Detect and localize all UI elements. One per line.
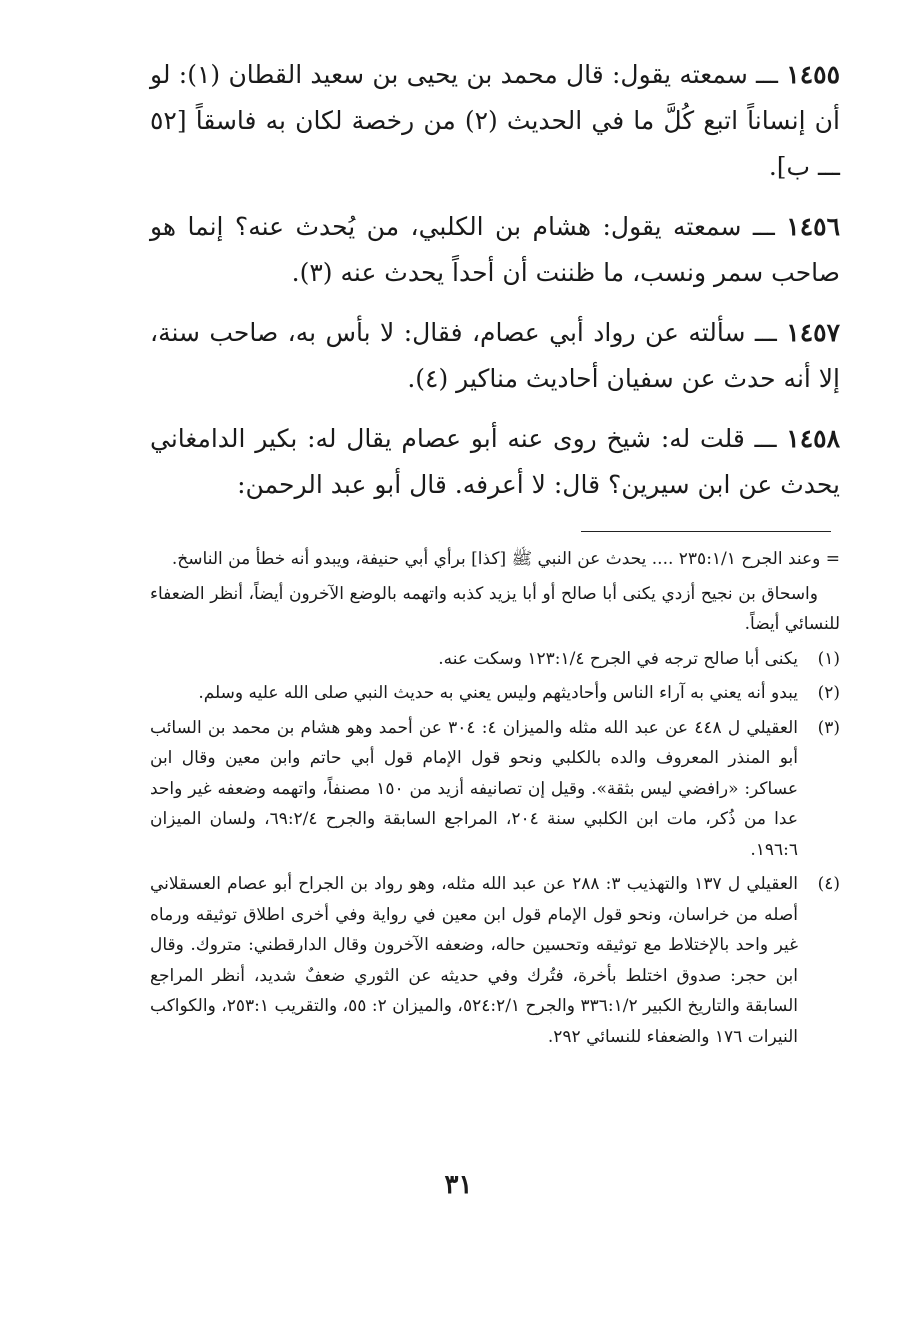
footnote-2 (150, 678, 840, 709)
page-number: ٣١ (444, 1170, 473, 1200)
paragraph-number: ١٤٥٥ (786, 60, 841, 89)
footnote-separator (581, 531, 831, 532)
footnote-3 (150, 713, 840, 866)
paragraph-text: ـــ سمعته يقول: قال محمد بن يحيى بن سعيد القطان (١): لو أن إنساناً اتبع كُلَّ ما في الحديث (٢) من رخصة لكان به فاسقاً [٥٢ ـــ ب]. (150, 60, 840, 181)
footnote-text: يكنى أبا صالح ترجه في الجرح ١٢٣:١/٤ وسكت عنه. (438, 648, 798, 669)
paragraph-text: ـــ سمعته يقول: هشام بن الكلبي، من يُحدث عنه؟ إنما هو صاحب سمر ونسب، ما ظننت أن أحداً يحدث عنه (٣). (150, 212, 840, 287)
paragraph-1456 (150, 204, 840, 296)
footnote-marker: (١) (817, 648, 840, 669)
footnote-4 (150, 869, 840, 1052)
footnote-text: العقيلي ل ١٣٧ والتهذيب ٣: ٢٨٨ عن عبد الله مثله، وهو رواد بن الجراح أبو عصام العسقلاني أصله من خراسان، ونحو قول الإمام قول ابن معين في رواية وفي أخرى اطلاق توثيقه ورماه غير واحد بالإختلاط مع توثيقه وتحسين حاله، وضعفه الآخرون وقال الدارقطني: متروك. وقال ابن حجر: صدوق اختلط بأخرة، فتُرك وفي حديثه عن الثوري ضعفٌ شديد، أنظر المراجع السابقة والتاريخ الكبير ٣٣٦:١/٢ والجرح ٥٢٤:٢/١، والميزان ٢: ٥٥، والتقريب ٢٥٣:١، والكواكب النيرات ١٧٦ والضعفاء للنسائي ٢٩٢. (150, 874, 799, 1047)
footnote-text: يبدو أنه يعني به آراء الناس وأحاديثهم وليس يعني به حديث النبي صلى الله عليه وسلم. (198, 683, 798, 703)
paragraph-1455 (150, 52, 840, 190)
paragraph-number: ١٤٥٨ (786, 424, 840, 453)
footnote-marker: (٢) (817, 683, 840, 703)
main-text (150, 52, 840, 522)
footnote-continuation: = وعند الجرح ٢٣٥:١/١ .... يحدث عن النبي ﷺ [كذا] برأي أبي حنيفة، ويبدو أنه خطأ من الناسخ. (171, 549, 840, 569)
paragraph-number: ١٤٥٧ (786, 318, 840, 347)
footnote-marker: (٣) (817, 717, 840, 738)
footnote-continuation: واسحاق بن نجيح أزدي يكنى أبا صالح أو أبا يزيد كذبه واتهمه بالوضع الآخرون أيضاً، أنظر الضعفاء للنسائي أيضاً. (150, 583, 840, 634)
footnote-text: العقيلي ل ٤٤٨ عن عبد الله مثله والميزان ٤: ٣٠٤ عن أحمد وهو هشام بن محمد بن السائب أبو المنذر المعروف والده بالكلبي ونحو قول الإمام قول أبي حاتم وابن معين وقال ابن عساكر: «رافضي ليس بثقة». وقيل إن تصانيفه أزيد من ١٥٠ مصنفاً، واتهمه وضعفه غير واحد عدا من ذُكر، مات ابن الكلبي سنة ٢٠٤، المراجع السابقة والجرح ٦٩:٢/٤، ولسان الميزان ١٩٦:٦. (150, 717, 799, 860)
paragraph-1457 (150, 310, 840, 402)
paragraph-1458 (150, 416, 840, 508)
paragraph-number: ١٤٥٦ (786, 212, 840, 241)
paragraph-text: ـــ سألته عن رواد أبي عصام، فقال: لا بأس به، صاحب سنة، إلا أنه حدث عن سفيان أحاديث مناكير (٤). (150, 318, 840, 393)
paragraph-text: ـــ قلت له: شيخ روى عنه أبو عصام يقال له: بكير الدامغاني يحدث عن ابن سيرين؟ قال: لا أعرفه. قال أبو عبد الرحمن: (150, 424, 840, 499)
footnote-marker: (٤) (817, 874, 840, 894)
footnote-1 (150, 644, 840, 675)
footnotes (150, 544, 840, 1056)
